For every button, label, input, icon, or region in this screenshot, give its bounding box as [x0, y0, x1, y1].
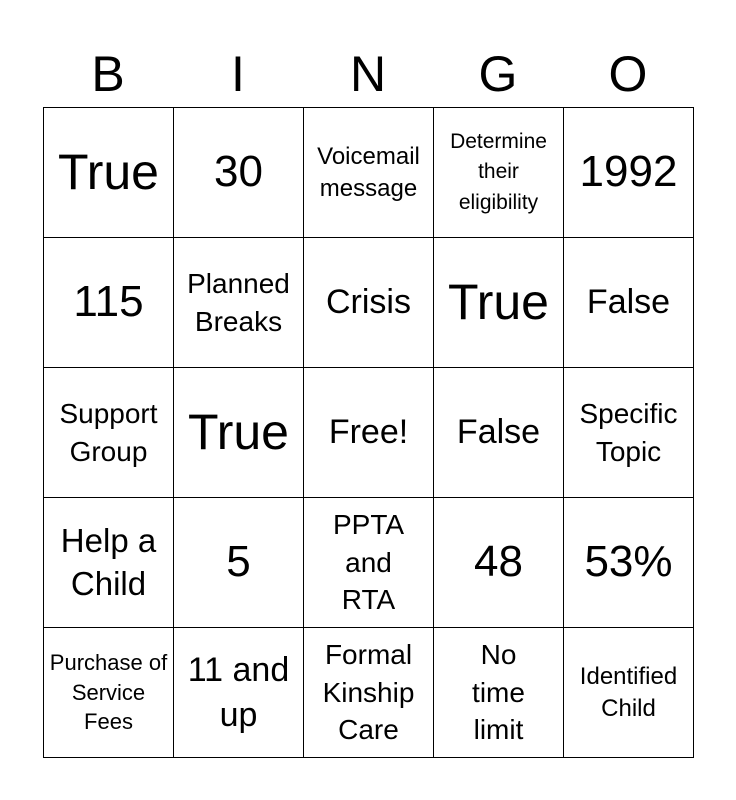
cell-text: Purchase of Service Fees: [49, 649, 168, 735]
cell-text: 53%: [584, 537, 673, 587]
bingo-cell[interactable]: [434, 498, 564, 628]
bingo-cell[interactable]: [434, 368, 564, 498]
bingo-cell[interactable]: [304, 628, 434, 758]
cell-text: Identified Child: [579, 663, 678, 722]
cell-text: Support Group: [59, 397, 158, 467]
cell-text: 115: [73, 277, 144, 327]
bingo-cell[interactable]: [174, 108, 304, 238]
cell-text: False: [456, 413, 541, 452]
bingo-cell[interactable]: [44, 628, 174, 758]
bingo-cell[interactable]: [434, 108, 564, 238]
bingo-cell[interactable]: [44, 108, 174, 238]
cell-text: 11 and up: [187, 651, 290, 734]
header-letter-i: I: [231, 46, 245, 102]
bingo-cell[interactable]: [304, 108, 434, 238]
bingo-cell[interactable]: [564, 628, 694, 758]
cell-text: True: [58, 144, 159, 200]
bingo-cell[interactable]: [44, 368, 174, 498]
bingo-cell[interactable]: [174, 628, 304, 758]
cell-text: Voicemail message: [317, 143, 420, 202]
bingo-cell[interactable]: [564, 238, 694, 368]
cell-text: Specific Topic: [579, 397, 678, 467]
header-letter-o: O: [608, 46, 648, 102]
cell-text: Determine their eligibility: [450, 129, 547, 214]
bingo-cell[interactable]: [304, 498, 434, 628]
cell-text: 5: [226, 537, 251, 587]
bingo-cell[interactable]: [304, 238, 434, 368]
bingo-cell[interactable]: [564, 108, 694, 238]
cell-text: Planned Breaks: [187, 267, 290, 337]
bingo-cell[interactable]: [44, 238, 174, 368]
bingo-cell[interactable]: [174, 238, 304, 368]
bingo-cell[interactable]: [174, 368, 304, 498]
bingo-board: [43, 107, 694, 758]
cell-text: False: [586, 283, 671, 322]
header-letter-g: G: [478, 46, 518, 102]
cell-text: Formal Kinship Care: [322, 638, 415, 746]
cell-text: No time limit: [472, 638, 525, 746]
header-letter-b: B: [91, 46, 125, 102]
bingo-cell[interactable]: [174, 498, 304, 628]
cell-text: True: [188, 404, 289, 460]
header-letter-n: N: [349, 46, 387, 102]
cell-text: PPTA and RTA: [332, 508, 405, 616]
cell-text: 48: [474, 537, 523, 587]
cell-text: 30: [214, 147, 263, 197]
bingo-cell[interactable]: [434, 238, 564, 368]
bingo-header: [43, 40, 693, 108]
bingo-cell[interactable]: [434, 628, 564, 758]
bingo-cell[interactable]: [44, 498, 174, 628]
cell-text: Free!: [328, 413, 409, 452]
cell-text: 1992: [579, 147, 678, 197]
bingo-cell[interactable]: [304, 368, 434, 498]
bingo-cell[interactable]: [564, 368, 694, 498]
cell-text: Help a Child: [60, 521, 157, 602]
bingo-cell[interactable]: [564, 498, 694, 628]
cell-text: True: [448, 274, 549, 330]
cell-text: Crisis: [326, 283, 411, 322]
